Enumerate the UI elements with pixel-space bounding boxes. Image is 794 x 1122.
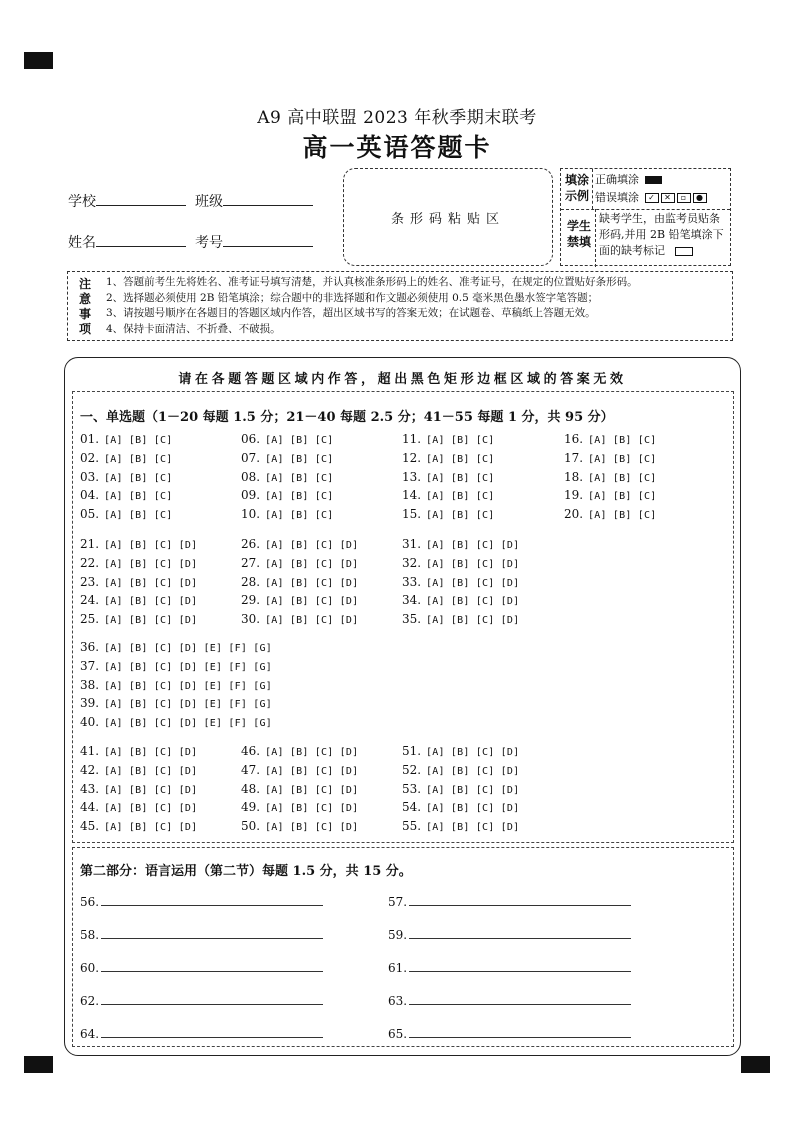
correct-fill-sample-icon: [645, 176, 662, 184]
choice-question[interactable]: [241, 470, 333, 484]
wrong-fill-row: [595, 190, 707, 206]
blank-answer-line[interactable]: [80, 893, 323, 909]
absent-tag-1: 学生: [567, 219, 592, 233]
question-number: 02.: [80, 450, 100, 465]
question-number: 10.: [241, 507, 261, 522]
fill-tag-2: 示例: [565, 189, 590, 203]
correct-fill-row: [595, 172, 662, 188]
notes-box: [67, 271, 733, 341]
answer-options[interactable]: [A] [B] [C]: [426, 472, 495, 484]
choice-question[interactable]: [402, 612, 519, 626]
answer-options[interactable]: [A] [B] [C]: [588, 491, 657, 503]
notes-head-char: 事: [78, 307, 91, 321]
question-number: 19.: [564, 488, 584, 503]
choice-question[interactable]: [241, 744, 358, 758]
choice-question[interactable]: [402, 575, 519, 589]
question-number: 26.: [241, 537, 261, 551]
exam-no-field[interactable]: [195, 232, 313, 252]
question-number: 34.: [402, 593, 422, 608]
question-number: 50.: [241, 819, 261, 834]
choice-question[interactable]: [80, 678, 272, 692]
choice-question[interactable]: [402, 488, 494, 502]
correct-fill-label: 正确填涂: [595, 173, 639, 186]
question-number: 25.: [80, 612, 100, 627]
question-number: 52.: [402, 762, 422, 777]
answer-line[interactable]: [101, 926, 323, 939]
choice-question[interactable]: [402, 451, 494, 465]
exam-name: A9 高中联盟 2023 年秋季期末联考: [257, 108, 537, 128]
choice-question[interactable]: [241, 556, 358, 570]
answer-options[interactable]: [A] [B] [C] [D]: [104, 765, 198, 777]
wrong-fill-label: 错误填涂: [595, 191, 639, 204]
choice-question[interactable]: [402, 782, 519, 796]
fill-example-box: [560, 168, 731, 266]
question-number: 54.: [402, 800, 422, 815]
answer-options[interactable]: [A] [B] [C] [D]: [265, 765, 359, 777]
choice-question[interactable]: [241, 537, 358, 551]
blank-number: 58.: [80, 928, 100, 942]
choice-question[interactable]: [564, 432, 656, 446]
answer-options[interactable]: [A] [B] [C]: [588, 435, 657, 446]
question-number: 46.: [241, 744, 261, 758]
blank-number: 65.: [388, 1027, 408, 1041]
choice-question[interactable]: [402, 556, 519, 570]
answer-line[interactable]: [101, 893, 323, 906]
question-number: 29.: [241, 593, 261, 608]
blank-number: 63.: [388, 994, 408, 1008]
choice-question[interactable]: [80, 470, 172, 484]
question-number: 35.: [402, 612, 422, 627]
question-number: 47.: [241, 762, 261, 777]
check-mark-icon: ✓: [645, 193, 659, 203]
choice-question[interactable]: [80, 432, 172, 446]
choice-question[interactable]: [80, 800, 197, 814]
choice-question[interactable]: [241, 800, 358, 814]
answer-options[interactable]: [A] [B] [C]: [104, 510, 173, 522]
question-number: 40.: [80, 715, 100, 730]
question-number: 17.: [564, 450, 584, 465]
choice-question[interactable]: [241, 507, 333, 521]
question-number: 05.: [80, 507, 100, 522]
answer-line[interactable]: [101, 992, 323, 1005]
absent-line-1: 缺考学生，由监考员贴条: [599, 212, 720, 225]
choice-question[interactable]: [80, 819, 197, 833]
notes-list: [106, 275, 638, 337]
question-number: 55.: [402, 819, 422, 834]
question-number: 14.: [402, 488, 422, 503]
notes-head-char: 注: [78, 277, 91, 291]
answer-options[interactable]: [A] [B] [C]: [588, 472, 657, 484]
answer-area-banner: 请在各题答题区域内作答，超出黑色矩形边框区域的答案无效: [178, 372, 627, 387]
choice-question[interactable]: [80, 782, 197, 796]
question-number: 24.: [80, 593, 100, 608]
answer-options[interactable]: [A] [B] [C] [D]: [426, 615, 520, 627]
question-number: 20.: [564, 507, 584, 522]
choice-question[interactable]: [80, 537, 197, 551]
question-number: 43.: [80, 781, 100, 796]
class-label: 班级: [195, 194, 223, 210]
answer-options[interactable]: [A] [B] [C]: [265, 435, 334, 446]
question-number: 09.: [241, 488, 261, 503]
answer-options[interactable]: [A] [B] [C] [D]: [265, 596, 359, 608]
choice-question[interactable]: [402, 537, 519, 551]
absent-line-2: 形码,并用 2B 铅笔填涂下: [599, 228, 724, 241]
choice-question[interactable]: [80, 612, 197, 626]
section1-title: 一、单选题（1－20 每题 1.5 分；21－40 每题 2.5 分；41－55 每题 1 分，共 95 分）: [80, 410, 614, 425]
question-number: 49.: [241, 800, 261, 815]
question-number: 21.: [80, 537, 100, 551]
choice-question[interactable]: [241, 819, 358, 833]
notes-head-char: 项: [78, 322, 91, 336]
blank-answer-line[interactable]: [388, 893, 631, 909]
answer-options[interactable]: [A] [B] [C] [D]: [104, 596, 198, 608]
answer-options[interactable]: [A] [B] [C]: [104, 472, 173, 484]
choice-question[interactable]: [80, 659, 272, 673]
answer-options[interactable]: [A] [B] [C] [D]: [426, 747, 520, 758]
question-number: 53.: [402, 781, 422, 796]
answer-options[interactable]: [A] [B] [C]: [104, 453, 173, 465]
registration-mark-top-left: [24, 52, 53, 69]
question-number: 04.: [80, 488, 100, 503]
choice-question[interactable]: [80, 593, 197, 607]
question-number: 22.: [80, 555, 100, 570]
absent-mark-box[interactable]: [675, 247, 693, 256]
blank-number: 56.: [80, 895, 100, 909]
fill-tag-1: 填涂: [565, 173, 590, 187]
answer-options[interactable]: [A] [B] [C] [D]: [265, 822, 359, 834]
choice-question[interactable]: [564, 488, 656, 502]
answer-options[interactable]: [A] [B] [C] [D]: [104, 540, 198, 551]
question-number: 39.: [80, 696, 100, 711]
choice-question[interactable]: [402, 432, 494, 446]
question-number: 16.: [564, 432, 584, 446]
section2-title: 第二部分：语言运用（第二节）每题 1.5 分，共 15 分。: [80, 864, 412, 879]
answer-options[interactable]: [A] [B] [C] [D] [E] [F] [G]: [104, 699, 272, 711]
answer-options[interactable]: [A] [B] [C]: [265, 453, 334, 465]
registration-mark-bottom-right: [741, 1056, 770, 1073]
choice-question[interactable]: [402, 763, 519, 777]
choice-question[interactable]: [241, 432, 333, 446]
blank-answer-line[interactable]: [80, 959, 323, 975]
blank-number: 64.: [80, 1027, 100, 1041]
school-label: 学校: [68, 194, 96, 210]
choice-question[interactable]: [80, 744, 197, 758]
question-number: 18.: [564, 469, 584, 484]
notes-heading: [78, 277, 92, 337]
partial-mark-icon: ▫: [677, 193, 691, 203]
answer-options[interactable]: [A] [B] [C]: [265, 491, 334, 503]
absent-line-3-text: 面的缺考标记: [599, 244, 665, 257]
question-number: 28.: [241, 574, 261, 589]
answer-options[interactable]: [A] [B] [C]: [426, 435, 495, 446]
question-number: 01.: [80, 432, 100, 446]
choice-question[interactable]: [241, 593, 358, 607]
answer-options[interactable]: [A] [B] [C] [D]: [426, 765, 520, 777]
choice-question[interactable]: [80, 507, 172, 521]
absent-line-3: [599, 243, 693, 259]
choice-question[interactable]: [80, 556, 197, 570]
question-number: 27.: [241, 555, 261, 570]
choice-question[interactable]: [402, 507, 494, 521]
question-number: 07.: [241, 450, 261, 465]
answer-options[interactable]: [A] [B] [C] [D]: [104, 577, 198, 589]
answer-options[interactable]: [A] [B] [C] [D] [E] [F] [G]: [104, 643, 272, 654]
answer-options[interactable]: [A] [B] [C] [D]: [426, 540, 520, 551]
answer-options[interactable]: [A] [B] [C] [D]: [426, 577, 520, 589]
answer-options[interactable]: [A] [B] [C] [D]: [104, 558, 198, 570]
question-number: 32.: [402, 555, 422, 570]
blank-answer-line[interactable]: [80, 926, 323, 942]
choice-question[interactable]: [241, 451, 333, 465]
choice-question[interactable]: [241, 575, 358, 589]
choice-question[interactable]: [80, 451, 172, 465]
answer-options[interactable]: [A] [B] [C]: [588, 510, 657, 522]
choice-question[interactable]: [241, 488, 333, 502]
choice-question[interactable]: [402, 819, 519, 833]
answer-options[interactable]: [A] [B] [C] [D]: [265, 615, 359, 627]
choice-question[interactable]: [80, 575, 197, 589]
question-number: 11.: [402, 432, 422, 446]
question-number: 42.: [80, 762, 100, 777]
choice-question[interactable]: [402, 800, 519, 814]
answer-options[interactable]: [A] [B] [C]: [265, 510, 334, 522]
question-number: 38.: [80, 677, 100, 692]
barcode-area: [343, 168, 553, 266]
choice-question[interactable]: [402, 470, 494, 484]
school-field[interactable]: [68, 191, 186, 211]
answer-options[interactable]: [A] [B] [C] [D]: [104, 784, 198, 796]
answer-options[interactable]: [A] [B] [C] [D]: [426, 803, 520, 815]
choice-question[interactable]: [80, 640, 272, 654]
choice-question[interactable]: [80, 715, 272, 729]
choice-question[interactable]: [80, 488, 172, 502]
blank-answer-line[interactable]: [80, 1025, 323, 1041]
dot-mark-icon: ●: [693, 193, 707, 203]
answer-options[interactable]: [A] [B] [C] [D]: [426, 596, 520, 608]
blank-number: 57.: [388, 895, 408, 909]
answer-options[interactable]: [A] [B] [C]: [104, 491, 173, 503]
choice-question[interactable]: [241, 612, 358, 626]
answer-options[interactable]: [A] [B] [C] [D]: [265, 803, 359, 815]
answer-options[interactable]: [A] [B] [C] [D]: [426, 558, 520, 570]
answer-options[interactable]: [A] [B] [C] [D]: [265, 558, 359, 570]
cross-mark-icon: ✕: [661, 193, 675, 203]
blank-number: 62.: [80, 994, 100, 1008]
answer-options[interactable]: [A] [B] [C] [D]: [104, 747, 198, 758]
answer-line[interactable]: [409, 992, 631, 1005]
answer-line[interactable]: [409, 1025, 631, 1038]
answer-options[interactable]: [A] [B] [C] [D]: [426, 784, 520, 796]
question-number: 33.: [402, 574, 422, 589]
answer-line[interactable]: [101, 959, 323, 972]
blank-number: 61.: [388, 961, 408, 975]
question-number: 06.: [241, 432, 261, 446]
answer-options[interactable]: [A] [B] [C] [D]: [265, 747, 359, 758]
note-item: 3、请按题号顺序在各题目的答题区域内作答，超出区域书写的答案无效；在试题卷、草稿纸上答题无效。: [106, 307, 596, 319]
answer-options[interactable]: [A] [B] [C] [D] [E] [F] [G]: [104, 661, 272, 673]
answer-options[interactable]: [A] [B] [C] [D]: [426, 822, 520, 834]
blank-number: 60.: [80, 961, 100, 975]
question-number: 48.: [241, 781, 261, 796]
question-number: 15.: [402, 507, 422, 522]
question-number: 45.: [80, 819, 100, 834]
answer-options[interactable]: [A] [B] [C]: [588, 453, 657, 465]
answer-options[interactable]: [A] [B] [C]: [265, 472, 334, 484]
answer-line[interactable]: [101, 1025, 323, 1038]
answer-options[interactable]: [A] [B] [C] [D]: [104, 822, 198, 834]
choice-question[interactable]: [564, 451, 656, 465]
name-label: 姓名: [68, 235, 96, 251]
blank-answer-line[interactable]: [388, 1025, 631, 1041]
note-item: 4、保持卡面清洁、不折叠、不破损。: [106, 322, 281, 335]
question-number: 36.: [80, 640, 100, 654]
answer-line[interactable]: [409, 893, 631, 906]
barcode-label: 条形码粘贴区: [390, 211, 505, 227]
question-number: 12.: [402, 450, 422, 465]
choice-question[interactable]: [402, 744, 519, 758]
page-title: 高一英语答题卡: [302, 133, 492, 162]
choice-question[interactable]: [241, 763, 358, 777]
class-field[interactable]: [195, 191, 313, 211]
answer-line[interactable]: [409, 959, 631, 972]
choice-question[interactable]: [80, 696, 272, 710]
blank-answer-line[interactable]: [388, 926, 631, 942]
answer-options[interactable]: [A] [B] [C] [D]: [265, 577, 359, 589]
exam-no-label: 考号: [195, 235, 223, 251]
blank-answer-line[interactable]: [388, 992, 631, 1008]
question-number: 31.: [402, 537, 422, 551]
choice-question[interactable]: [564, 470, 656, 484]
note-item: 2、选择题必须使用 2B 铅笔填涂；综合题中的非选择题和作文题必须使用 0.5 毫米黑色墨水签字笔答题；: [106, 291, 599, 304]
answer-options[interactable]: [A] [B] [C]: [426, 510, 495, 522]
answer-options[interactable]: [A] [B] [C]: [426, 491, 495, 503]
answer-options[interactable]: [A] [B] [C]: [104, 435, 173, 446]
question-number: 23.: [80, 574, 100, 589]
question-number: 03.: [80, 469, 100, 484]
question-number: 30.: [241, 612, 261, 627]
blank-answer-line[interactable]: [80, 992, 323, 1008]
answer-options[interactable]: [A] [B] [C] [D] [E] [F] [G]: [104, 680, 272, 692]
answer-options[interactable]: [A] [B] [C] [D] [E] [F] [G]: [104, 718, 272, 730]
question-number: 37.: [80, 658, 100, 673]
choice-question[interactable]: [80, 763, 197, 777]
notes-head-char: 意: [78, 292, 91, 306]
question-number: 51.: [402, 744, 422, 758]
registration-mark-bottom-left: [24, 1056, 53, 1073]
answer-options[interactable]: [A] [B] [C] [D]: [265, 540, 359, 551]
absent-tag-2: 禁填: [567, 235, 592, 249]
question-number: 44.: [80, 800, 100, 815]
choice-question[interactable]: [241, 782, 358, 796]
answer-options[interactable]: [A] [B] [C] [D]: [104, 803, 198, 815]
question-number: 08.: [241, 469, 261, 484]
question-number: 41.: [80, 744, 100, 758]
question-number: 13.: [402, 469, 422, 484]
choice-question[interactable]: [402, 593, 519, 607]
answer-options[interactable]: [A] [B] [C] [D]: [104, 615, 198, 627]
blank-number: 59.: [388, 928, 408, 942]
blank-answer-line[interactable]: [388, 959, 631, 975]
answer-options[interactable]: [A] [B] [C] [D]: [265, 784, 359, 796]
answer-line[interactable]: [409, 926, 631, 939]
choice-question[interactable]: [564, 507, 656, 521]
note-item: 1、答题前考生先将姓名、准考证号填写清楚，并认真核准条形码上的姓名、准考证号，在规定的位置贴好条形码。: [106, 276, 638, 288]
answer-options[interactable]: [A] [B] [C]: [426, 453, 495, 465]
name-field[interactable]: [68, 232, 186, 252]
